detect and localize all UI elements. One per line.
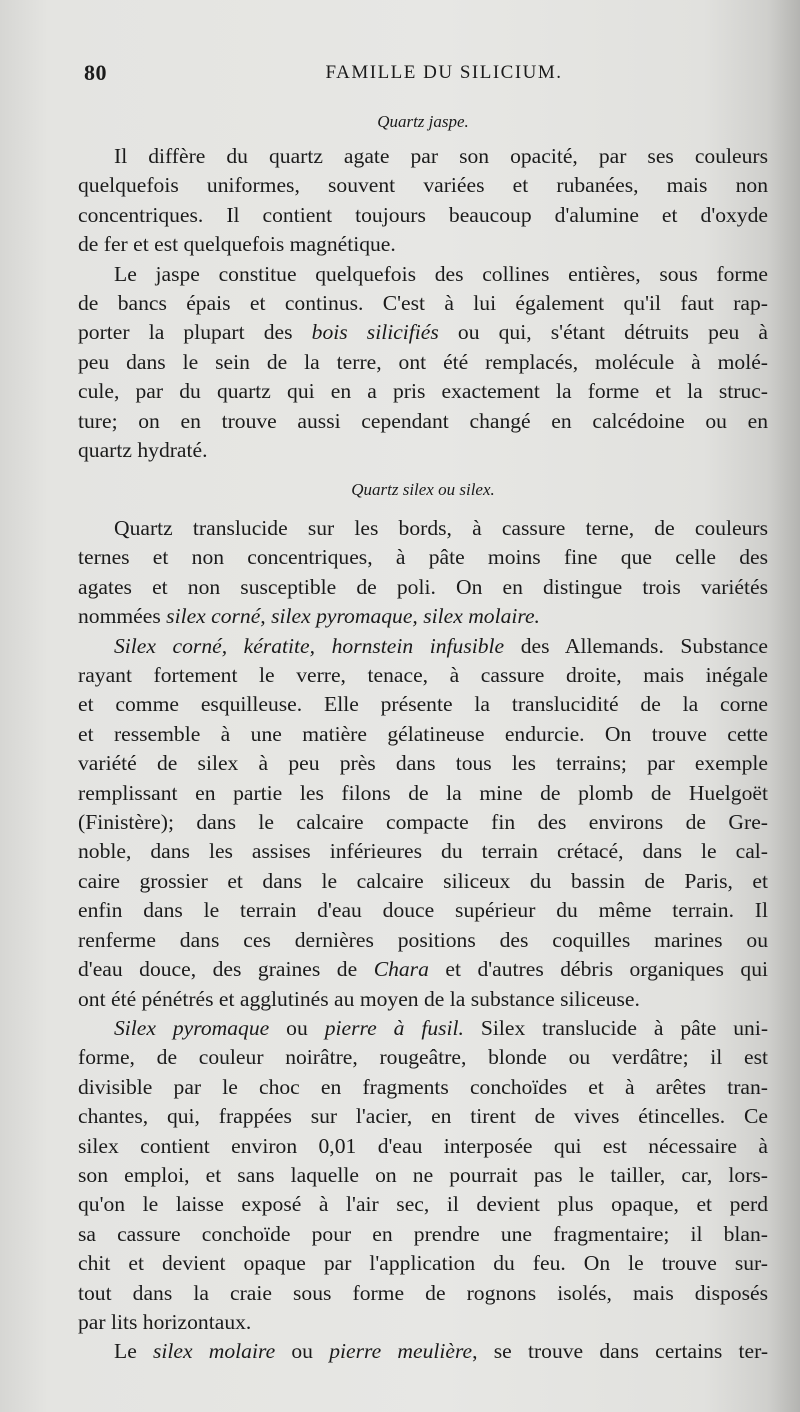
text-line: enfin dans le terrain d'eau douce supérieur du même terrain. Il (78, 898, 768, 923)
italic-term: pierre meulière (329, 1339, 473, 1364)
italic-term: silex molaire (153, 1339, 276, 1364)
text-line: ternes et non concentriques, à pâte moins fine que celle des (78, 545, 768, 570)
text-line: et comme esquilleuse. Elle présente la translucidité de la corne (78, 692, 768, 717)
text-line: Le jaspe constitue quelquefois des collines entières, sous forme (114, 261, 768, 286)
paragraph (78, 1014, 768, 1337)
text-run: porter la plupart des (78, 320, 312, 345)
text-line (78, 1337, 768, 1366)
text-run: d'eau douce, des graines de (78, 957, 374, 982)
section-quartz-silex (78, 480, 768, 1367)
italic-term: Silex pyromaque (114, 1015, 270, 1040)
text-line: agates et non susceptible de poli. On en distingue trois variétés (78, 574, 768, 599)
text-line: chantes, qui, frappées sur l'acier, en tirent de vives étincelles. Ce (78, 1104, 768, 1129)
text-run: ou (269, 1015, 325, 1040)
section-quartz-jaspe (78, 112, 768, 465)
text-run: ou qui, s'étant détruits peu à (438, 320, 768, 345)
text-line: son emploi, et sans laquelle on ne pourrait pas le tailler, car, lors- (78, 1162, 768, 1187)
text-line: de fer et est quelquefois magnétique. (78, 232, 396, 257)
running-title: FAMILLE DU SILICIUM. (325, 62, 563, 83)
italic-term: Chara (373, 957, 429, 982)
text-run: nommées (78, 604, 167, 629)
italic-term: bois silicifiés (311, 320, 439, 345)
text-line: ture; on en trouve aussi cependant changé en calcédoine ou en (78, 408, 768, 433)
text-line (78, 632, 768, 661)
italic-term: pierre à fusil. (324, 1015, 464, 1040)
text-line: de bancs épais et continus. C'est à lui également qu'il faut rap- (78, 291, 768, 316)
text-run: , se trouve dans certains ter- (472, 1339, 769, 1364)
paragraph (78, 260, 768, 466)
text-line: rayant fortement le verre, tenace, à cassure droite, mais inégale (78, 663, 768, 688)
text-line: variété de silex à peu près dans tous les terrains; par exemple (78, 751, 768, 776)
text-line: silex contient environ 0,01 d'eau interposée qui est nécessaire à (78, 1133, 768, 1158)
paragraph (78, 1337, 768, 1366)
text-run: et d'autres débris organiques qui (428, 957, 768, 982)
text-line: chit et devient opaque par l'application du feu. On le trouve sur- (78, 1251, 768, 1276)
text-line (78, 1014, 768, 1043)
text-line: forme, de couleur noirâtre, rougeâtre, blonde ou verdâtre; il est (78, 1045, 768, 1070)
text-line (78, 602, 768, 631)
text-line: caire grossier et dans le calcaire siliceux du bassin de Paris, et (78, 868, 768, 893)
italic-term: silex corné, silex pyromaque, silex molaire. (166, 604, 540, 629)
text-run: Silex translucide à pâte uni- (463, 1015, 769, 1040)
paragraph (78, 632, 768, 1014)
text-line: Il diffère du quartz agate par son opacité, par ses couleurs (114, 144, 768, 168)
text-line: renferme dans ces dernières positions des coquilles marines ou (78, 927, 768, 952)
text-line: quartz hydraté. (78, 438, 208, 463)
page-header (84, 60, 764, 90)
text-line: remplissant en partie les filons de la mine de plomb de Huelgoët (78, 780, 768, 805)
paragraph (78, 142, 768, 260)
paragraph (78, 514, 768, 632)
text-line: sa cassure conchoïde pour en prendre une fragmentaire; il blan- (78, 1221, 768, 1246)
text-line: Quartz translucide sur les bords, à cassure terne, de couleurs (114, 516, 768, 540)
text-line: cule, par du quartz qui en a pris exactement la forme et la struc- (78, 379, 768, 404)
text-line: (Finistère); dans le calcaire compacte fin des environs de Gre- (78, 810, 768, 835)
text-run: ou (275, 1339, 330, 1364)
text-line: quelquefois uniformes, souvent variées et rubanées, mais non (78, 173, 768, 198)
text-line: par lits horizontaux. (78, 1309, 252, 1334)
text-line: ont été pénétrés et agglutinés au moyen de la substance siliceuse. (78, 986, 640, 1011)
text-line: qu'on le laisse exposé à l'air sec, il devient plus opaque, et perd (78, 1192, 768, 1217)
text-line: noble, dans les assises inférieures du terrain crétacé, dans le cal- (78, 839, 768, 864)
text-line: peu dans le sein de la terre, ont été remplacés, molécule à molé- (78, 349, 768, 374)
italic-term: Silex corné, kératite, hornstein infusible (114, 633, 505, 658)
text-line: et ressemble à une matière gélatineuse endurcie. On trouve cette (78, 721, 768, 746)
page-number: 80 (84, 60, 107, 85)
text-run: des Allemands. Substance (504, 633, 768, 658)
text-line: concentriques. Il contient toujours beaucoup d'alumine et d'oxyde (78, 202, 768, 227)
text-line: tout dans la craie sous forme de rognons isolés, mais disposés (78, 1280, 768, 1305)
section-heading: Quartz jaspe. (377, 112, 469, 131)
text-line (78, 955, 768, 984)
text-line (78, 318, 768, 347)
text-run: Le (114, 1339, 153, 1364)
section-heading: Quartz silex ou silex. (351, 480, 495, 499)
text-line: divisible par le choc en fragments conchoïdes et à arêtes tran- (78, 1074, 768, 1099)
